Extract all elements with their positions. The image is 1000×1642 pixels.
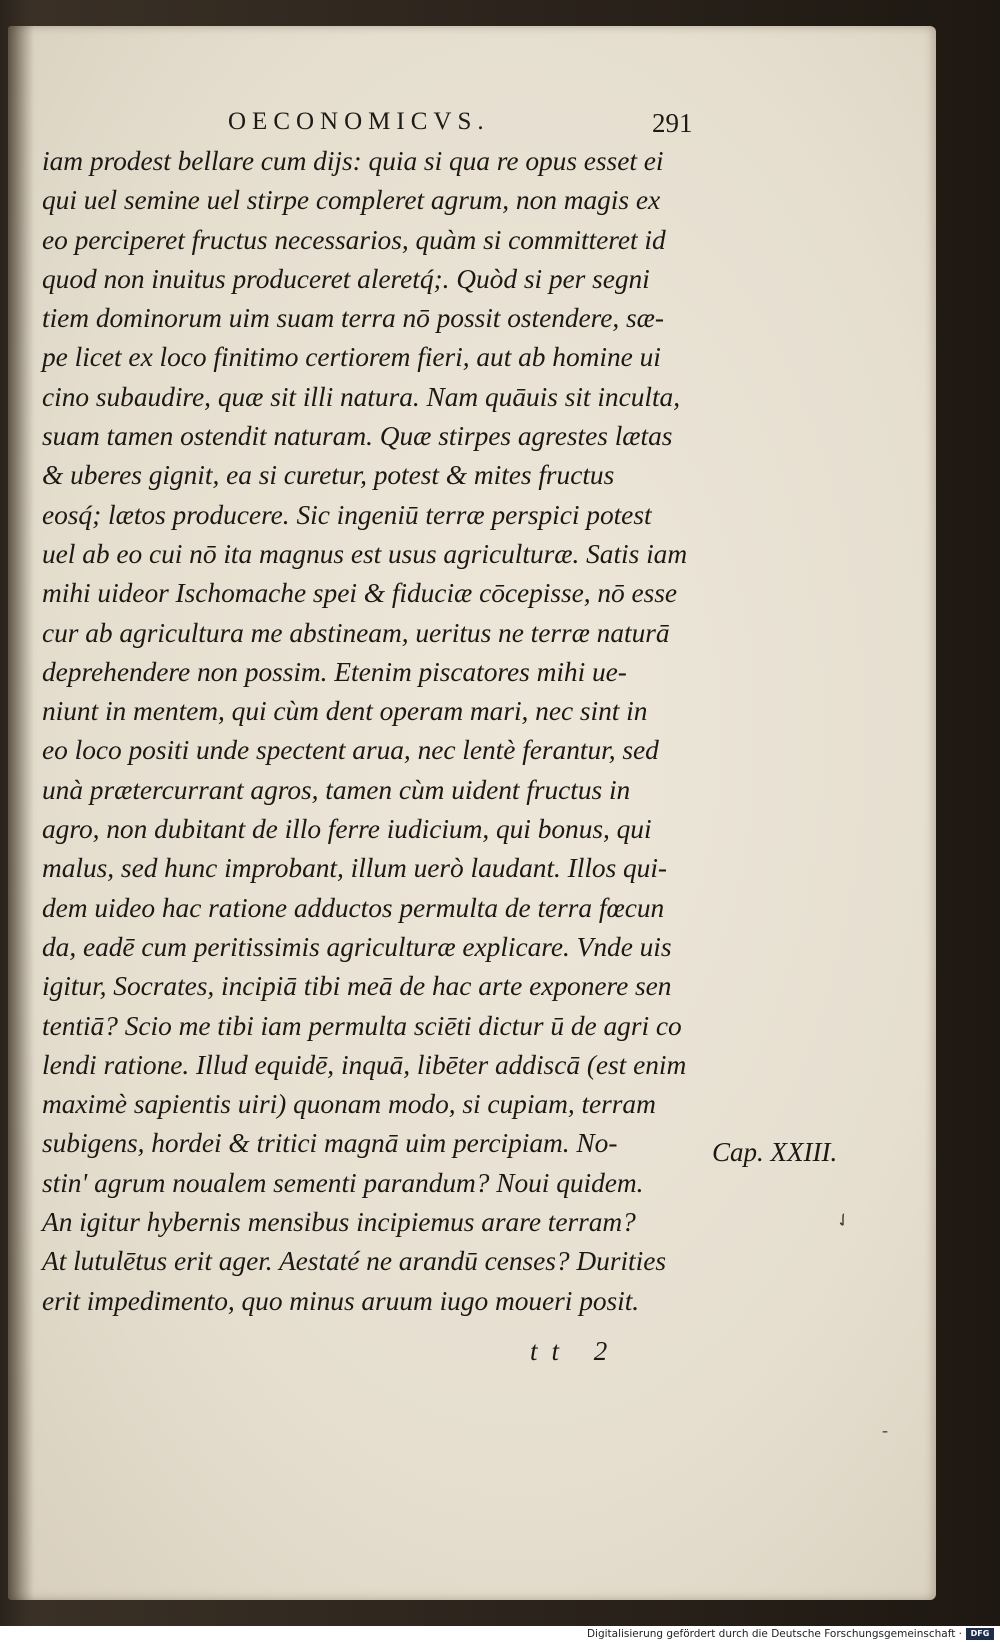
digitization-footer: [0, 1626, 1000, 1642]
footer-credit: Digitalisierung gefördert durch die Deutsche Forschungsgemeinschaft ·: [586, 1628, 962, 1640]
dfg-logo-icon: DFG: [966, 1628, 994, 1640]
text-line: pe licet ex loco finitimo certiorem fieri, aut ab homine ui: [42, 342, 661, 373]
text-line: malus, sed hunc improbant, illum uerò laudant. Illos qui-: [42, 853, 668, 884]
text-line: eo loco positi unde spectent arua, nec lentè ferantur, sed: [42, 735, 659, 766]
text-line: uel ab eo cui nō ita magnus est usus agriculturæ. Satis iam: [42, 538, 688, 569]
body-text: [42, 142, 712, 1321]
text-line: igitur, Socrates, incipiā tibi meā de hac arte exponere sen: [42, 971, 672, 1002]
text-line: stin' agrum noualem sementi parandum? Noui quidem.: [42, 1167, 644, 1198]
text-line: unà prætercurrant agros, tamen cùm uident fructus in: [42, 774, 631, 805]
text-line: agro, non dubitant de illo ferre iudicium, qui bonus, qui: [42, 814, 652, 845]
text-line: tiem dominorum uim suam terra nō possit ostendere, sæ-: [42, 303, 664, 334]
text-line: eo perciperet fructus necessarios, quàm si committeret id: [42, 224, 666, 255]
text-line: lendi ratione. Illud equidē, inquā, libēter addiscā (est enim: [42, 1049, 687, 1080]
text-line: subigens, hordei & tritici magnā uim percipiam. No-: [42, 1128, 618, 1159]
text-line: deprehendere non possim. Etenim piscatores mihi ue-: [42, 656, 627, 687]
chapter-marginal-note: Cap. XXIII.: [712, 1137, 838, 1167]
text-line: da, eadē cum peritissimis agriculturæ explicare. Vnde uis: [42, 931, 672, 962]
text-line: maximè sapientis uiri) quonam modo, si cupiam, terram: [42, 1089, 656, 1120]
text-line: qui uel semine uel stirpe compleret agrum, non magis ex: [42, 185, 661, 216]
text-line: cur ab agricultura me abstineam, ueritus ne terræ naturā: [42, 617, 670, 648]
text-line: iam prodest bellare cum dijs: quia si qua re opus esset ei: [42, 146, 664, 176]
text-line: dem uideo hac ratione adductos permulta de terra fœcun: [42, 892, 665, 923]
text-line: niunt in mentem, qui cùm dent operam mari, nec sint in: [42, 696, 648, 727]
signature-mark: tt 2: [530, 1336, 622, 1366]
text-line: & uberes gignit, ea si curetur, potest & mites fructus: [42, 460, 615, 491]
text-line: cino subaudire, quæ sit illi natura. Nam quāuis sit inculta,: [42, 381, 681, 412]
ink-mark: ✓: [831, 1207, 856, 1233]
text-line: tentiā? Scio me tibi iam permulta sciēti dictur ū de agri co: [42, 1010, 682, 1041]
text-line: An igitur hybernis mensibus incipiemus arare terram?: [42, 1207, 636, 1238]
page-number: 291: [652, 108, 693, 138]
text-line: mihi uideor Ischomache spei & fiduciæ cōcepisse, nō esse: [42, 578, 678, 609]
ink-mark: -: [882, 1420, 888, 1440]
text-line: suam tamen ostendit naturam. Quæ stirpes agrestes lætas: [42, 421, 673, 452]
page-gutter-shadow: [8, 26, 34, 1600]
text-line: At lutulētus erit ager. Aestaté ne arandū censes? Durities: [42, 1246, 666, 1277]
running-head: [0, 108, 1000, 142]
text-line: erit impedimento, quo minus aruum iugo moueri posit.: [42, 1285, 640, 1316]
text-line: quod non inuitus produceret aleretq́;. Quòd si per segni: [42, 263, 650, 294]
text-line: eosq́; lætos producere. Sic ingeniū terræ perspici potest: [42, 499, 652, 530]
running-title: OECONOMICVS.: [228, 108, 490, 135]
